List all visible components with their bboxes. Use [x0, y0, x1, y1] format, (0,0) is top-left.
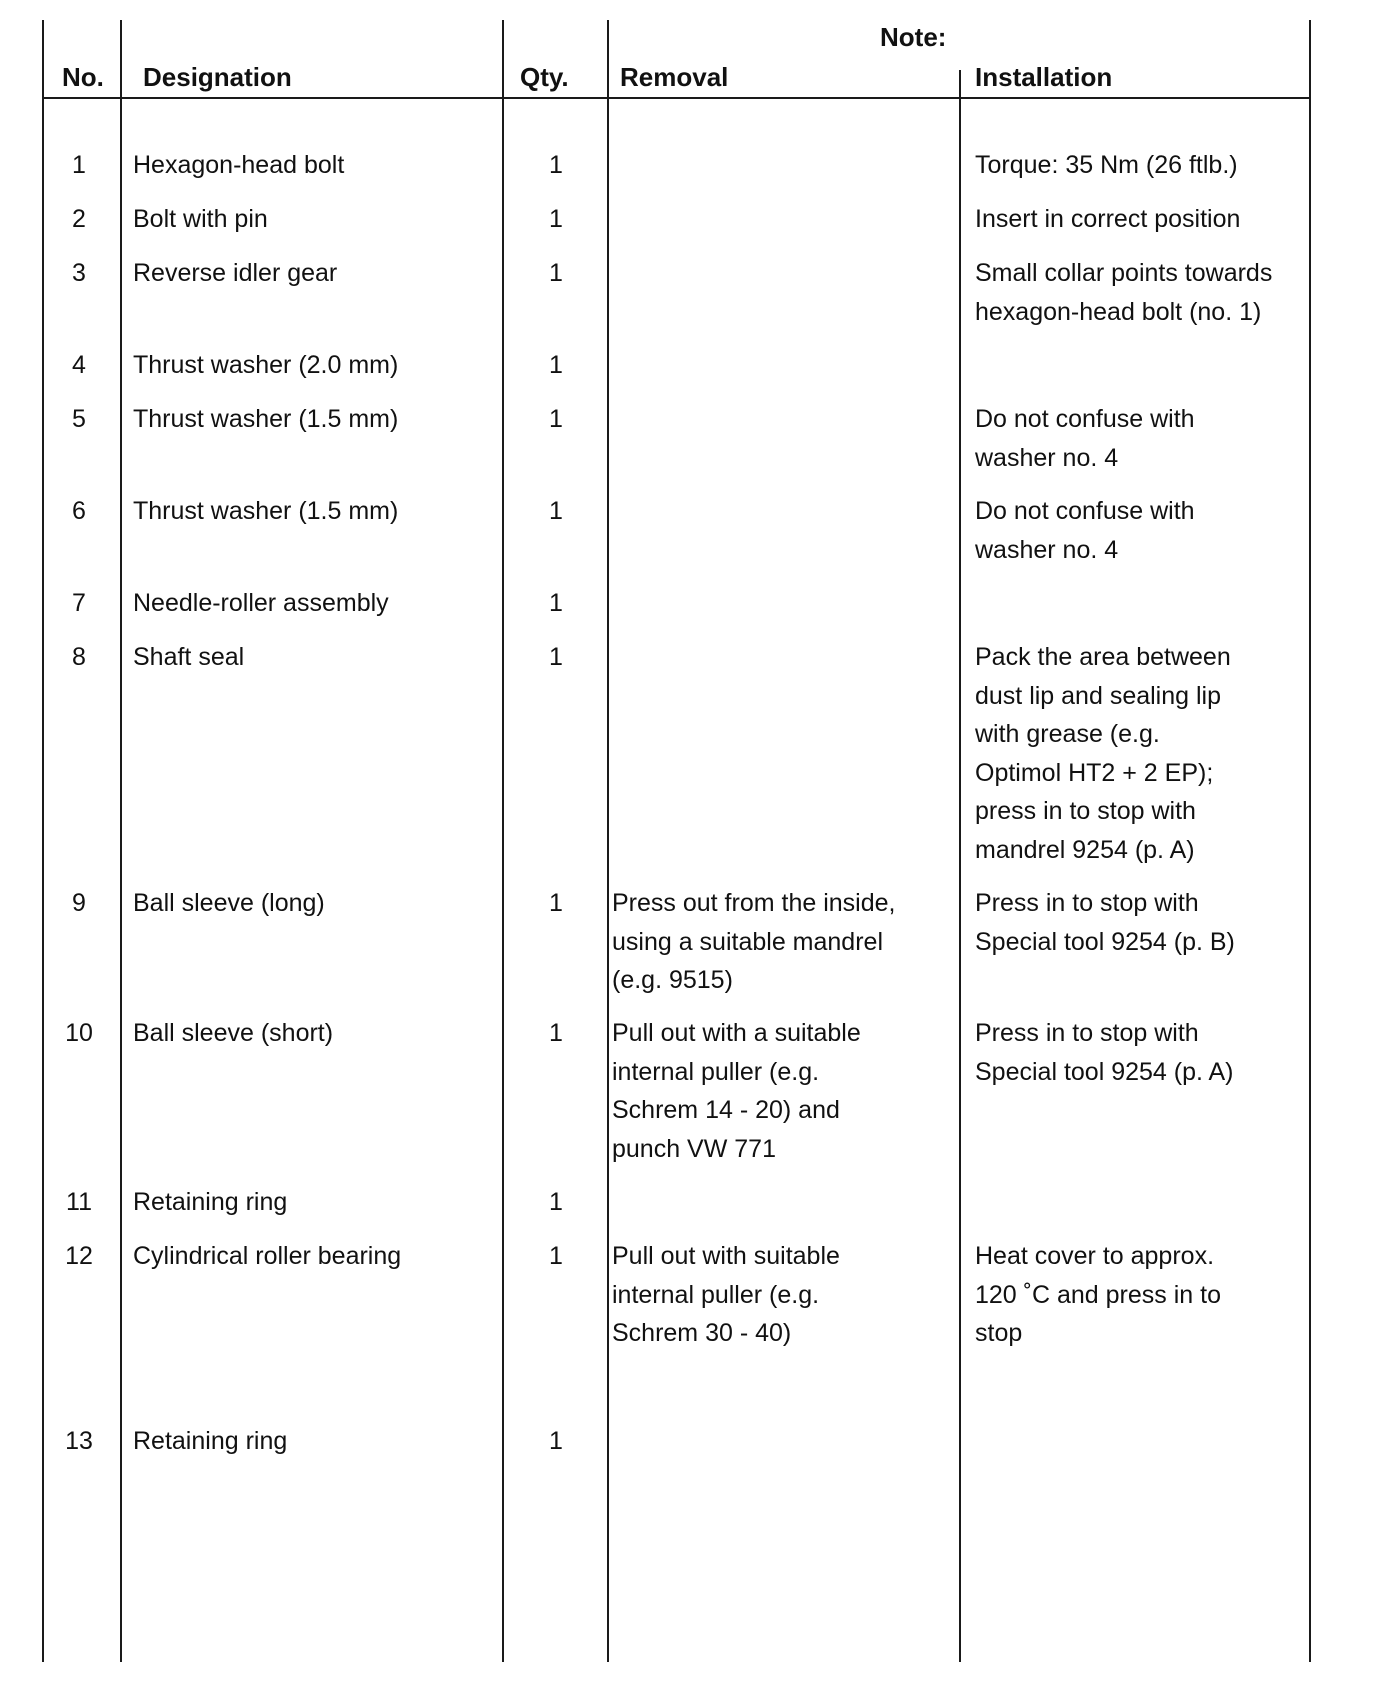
row-qty: 1	[549, 259, 563, 287]
row-qty: 1	[549, 205, 563, 233]
row-number: 1	[72, 151, 86, 179]
row-qty: 1	[549, 1188, 563, 1216]
column-divider-no	[120, 20, 122, 1662]
row-qty: 1	[549, 497, 563, 525]
row-number: 5	[72, 405, 86, 433]
row-installation-line: washer no. 4	[975, 443, 1119, 472]
header-removal: Removal	[620, 62, 729, 92]
row-designation: Cylindrical roller bearing	[133, 1242, 402, 1270]
row-designation: Thrust washer (1.5 mm)	[133, 497, 399, 525]
row-installation-line: Small collar points towards	[975, 259, 1273, 287]
column-divider-removal	[959, 70, 961, 1662]
row-installation-line: with grease (e.g.	[975, 720, 1160, 748]
header-installation: Installation	[975, 62, 1113, 92]
row-designation: Shaft seal	[133, 643, 245, 671]
row-installation-line: Press in to stop with	[975, 1019, 1199, 1047]
row-removal-line: Schrem 14 - 20) and	[612, 1096, 840, 1124]
row-number: 11	[66, 1188, 92, 1216]
header-designation: Designation	[143, 62, 292, 92]
row-qty: 1	[549, 351, 563, 379]
row-installation-line: Special tool 9254 (p. B)	[975, 927, 1235, 956]
row-installation-line: mandrel 9254 (p. A)	[975, 835, 1195, 864]
row-removal-line: using a suitable mandrel	[612, 927, 883, 956]
row-number: 3	[72, 259, 86, 287]
row-removal-line: Pull out with a suitable	[612, 1019, 861, 1047]
row-qty: 1	[549, 405, 563, 433]
row-removal-line: Schrem 30 - 40)	[612, 1319, 792, 1347]
header-qty: Qty.	[520, 62, 569, 92]
row-number: 7	[72, 589, 86, 617]
row-installation-line: press in to stop with	[975, 797, 1196, 825]
row-number: 9	[72, 889, 86, 917]
row-designation: Ball sleeve (long)	[133, 889, 325, 917]
row-installation-line: Do not confuse with	[975, 497, 1195, 525]
row-designation: Bolt with pin	[133, 205, 268, 233]
row-installation-line: stop	[975, 1319, 1023, 1347]
row-designation: Retaining ring	[133, 1427, 288, 1455]
header-rule	[42, 97, 1311, 99]
row-designation: Hexagon-head bolt	[133, 151, 345, 179]
table-border-left	[42, 20, 44, 1662]
row-installation-line: Optimol HT2 + 2 EP);	[975, 758, 1214, 787]
column-divider-qty	[607, 20, 609, 1662]
row-qty: 1	[549, 1242, 563, 1270]
row-number: 2	[72, 205, 86, 233]
row-qty: 1	[549, 1019, 563, 1047]
row-qty: 1	[549, 643, 563, 671]
row-qty: 1	[549, 889, 563, 917]
row-designation: Ball sleeve (short)	[133, 1019, 334, 1047]
header-no: No.	[62, 62, 104, 92]
row-designation: Needle-roller assembly	[133, 589, 389, 617]
row-designation: Thrust washer (2.0 mm)	[133, 351, 399, 379]
row-number: 10	[65, 1019, 93, 1047]
row-number: 12	[65, 1242, 93, 1270]
row-removal-line: Pull out with suitable	[612, 1242, 840, 1270]
row-installation-line: dust lip and sealing lip	[975, 681, 1221, 710]
row-installation-line: Insert in correct position	[975, 205, 1241, 233]
column-divider-designation	[502, 20, 504, 1662]
header-note: Note:	[880, 22, 947, 52]
row-qty: 1	[549, 151, 563, 179]
row-installation-line: washer no. 4	[975, 535, 1119, 564]
row-number: 4	[72, 351, 86, 379]
row-removal-line: Press out from the inside,	[612, 889, 896, 917]
row-removal-line: punch VW 771	[612, 1134, 776, 1163]
row-installation-line: Do not confuse with	[975, 405, 1195, 433]
row-number: 8	[72, 643, 86, 671]
row-number: 6	[72, 497, 86, 525]
row-qty: 1	[549, 1427, 563, 1455]
row-designation: Thrust washer (1.5 mm)	[133, 405, 399, 433]
row-installation-line: hexagon-head bolt (no. 1)	[975, 297, 1262, 326]
row-installation-line: Heat cover to approx.	[975, 1242, 1215, 1270]
row-removal-line: (e.g. 9515)	[612, 966, 733, 994]
row-removal-line: internal puller (e.g.	[612, 1280, 820, 1309]
row-installation-line: Press in to stop with	[975, 889, 1199, 917]
row-designation: Reverse idler gear	[133, 259, 338, 287]
table-border-right	[1309, 20, 1311, 1662]
row-number: 13	[65, 1427, 93, 1455]
row-removal-line: internal puller (e.g.	[612, 1057, 820, 1086]
row-installation-line: Torque: 35 Nm (26 ftlb.)	[975, 151, 1238, 179]
row-installation-line: Pack the area between	[975, 643, 1231, 671]
row-qty: 1	[549, 589, 563, 617]
row-installation-line: Special tool 9254 (p. A)	[975, 1057, 1234, 1086]
row-installation-line: 120 ˚C and press in to	[975, 1280, 1221, 1309]
row-designation: Retaining ring	[133, 1188, 288, 1216]
